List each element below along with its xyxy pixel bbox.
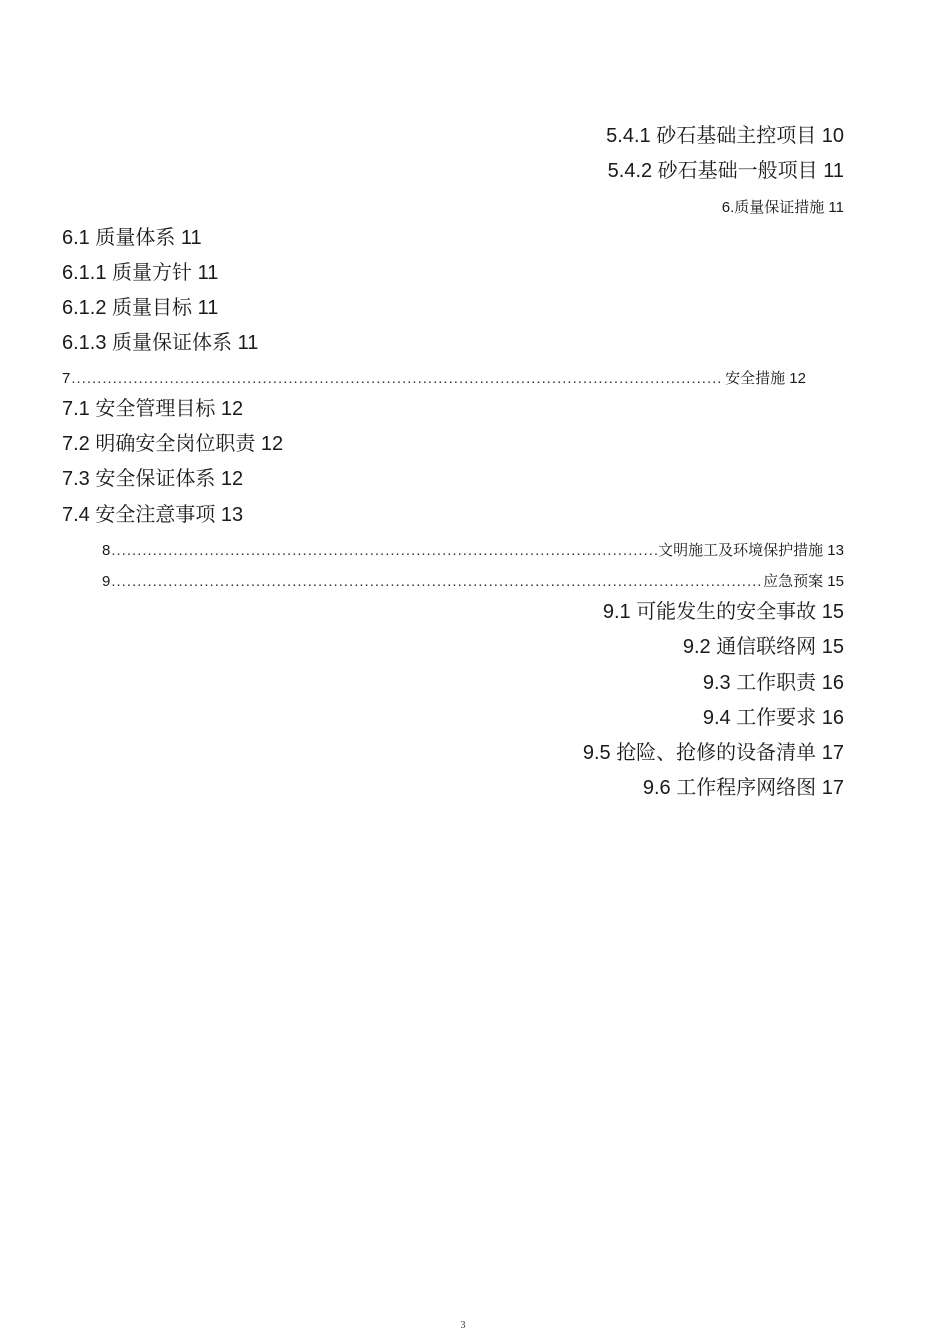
- dot-leader: [111, 543, 657, 558]
- toc-entry-7[interactable]: [62, 371, 806, 386]
- toc-entry-6-1-1[interactable]: 6.1.1 质量方针 11: [62, 262, 219, 284]
- toc-entry-9[interactable]: [102, 574, 844, 589]
- toc-entry-6-1[interactable]: 6.1 质量体系 11: [62, 227, 202, 249]
- toc-entry-label: 安全措施 12: [725, 370, 806, 387]
- toc-entry-6-1-2[interactable]: 6.1.2 质量目标 11: [62, 297, 219, 319]
- page-number: 3: [460, 1320, 466, 1331]
- toc-entry-label: 应急预案 15: [763, 573, 844, 590]
- toc-entry-7-2[interactable]: 7.2 明确安全岗位职责 12: [62, 433, 284, 455]
- toc-entry-9-5[interactable]: 9.5 抢险、抢修的设备清单 17: [582, 742, 844, 764]
- dot-leader: [71, 371, 724, 386]
- toc-entry-7-3[interactable]: 7.3 安全保证体系 12: [62, 468, 244, 490]
- toc-entry-7-4[interactable]: 7.4 安全注意事项 13: [62, 504, 244, 526]
- toc-entry-5-4-1[interactable]: 5.4.1 砂石基础主控项目 10: [606, 125, 844, 147]
- toc-entry-9-1[interactable]: 9.1 可能发生的安全事故 15: [602, 601, 844, 623]
- toc-entry-9-4[interactable]: 9.4 工作要求 16: [702, 707, 844, 729]
- toc-entry-6-1-3[interactable]: 6.1.3 质量保证体系 11: [62, 332, 259, 354]
- toc-entry-9-2[interactable]: 9.2 通信联络网 15: [682, 636, 844, 658]
- toc-entry-number: 8: [102, 542, 111, 559]
- toc-entry-5-4-2[interactable]: 5.4.2 砂石基础一般项目 11: [607, 160, 844, 182]
- toc-entry-9-6[interactable]: 9.6 工作程序网络图 17: [642, 777, 844, 799]
- toc-entry-label: 文明施工及环境保护措施 13: [658, 542, 844, 559]
- dot-leader: [111, 574, 762, 589]
- toc-entry-number: 7: [62, 370, 71, 387]
- toc-entry-8[interactable]: [102, 543, 844, 558]
- toc-entry-number: 9: [102, 573, 111, 590]
- toc-entry-7-1[interactable]: 7.1 安全管理目标 12: [62, 398, 244, 420]
- toc-entry-9-3[interactable]: 9.3 工作职责 16: [702, 672, 844, 694]
- toc-entry-6[interactable]: 6.质量保证措施 11: [721, 199, 844, 216]
